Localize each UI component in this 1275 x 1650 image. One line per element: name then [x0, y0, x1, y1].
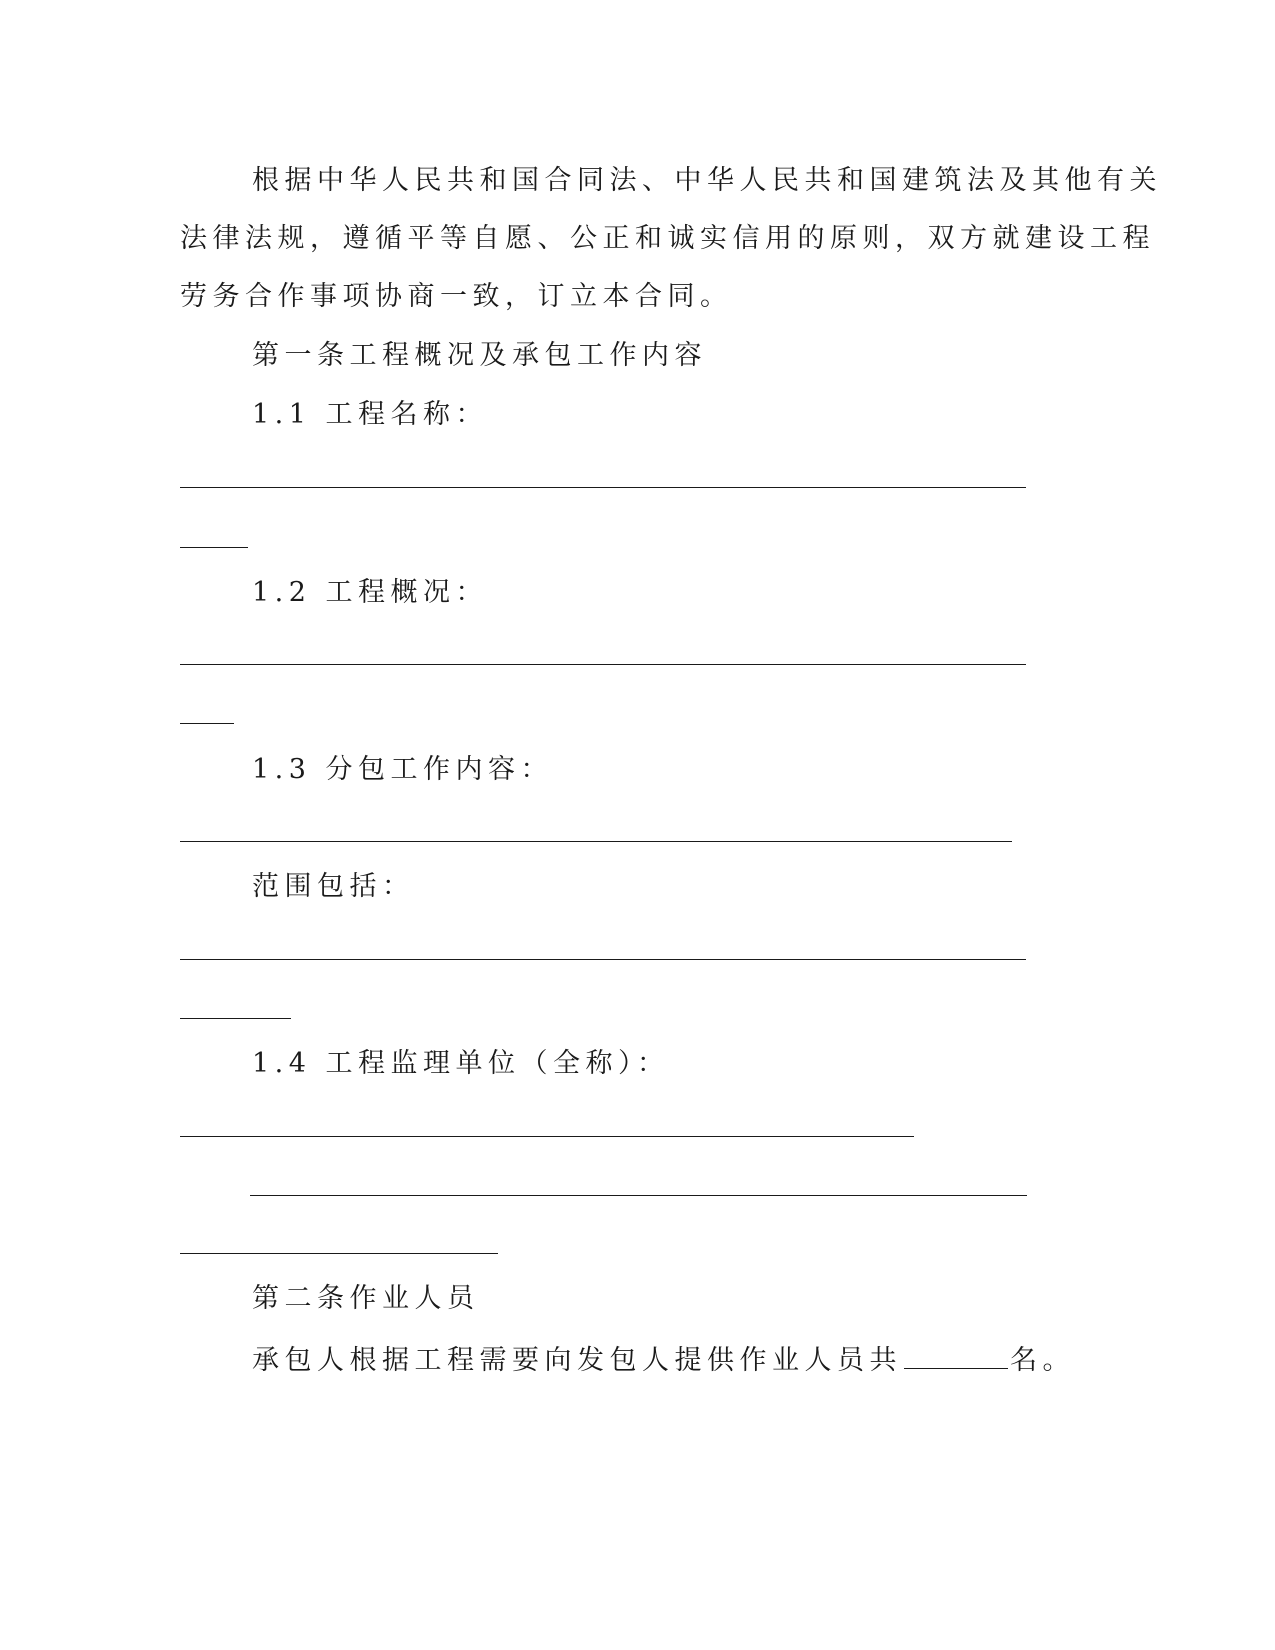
subcontract-work-label: 1.3 分包工作内容：	[252, 754, 554, 785]
scope-blank-line	[180, 959, 1026, 960]
scope-label: 范围包括：	[252, 871, 415, 902]
project-name-label: 1.1 工程名称：	[252, 399, 489, 430]
intro-line-2: 法律法规，遵循平等自愿、公正和诚实信用的原则，双方就建设工程	[180, 223, 1155, 254]
project-overview-blank-line	[180, 664, 1026, 665]
supervision-unit-blank-line	[180, 1136, 914, 1137]
scope-blank-line-cont	[180, 1018, 291, 1019]
personnel-sentence	[252, 1344, 1075, 1374]
project-overview-blank-line-cont	[180, 723, 234, 724]
personnel-text-after: 名。	[1010, 1345, 1075, 1376]
intro-line-1: 根据中华人民共和国合同法、中华人民共和国建筑法及其他有关	[252, 165, 1162, 196]
project-overview-label: 1.2 工程概况：	[252, 577, 489, 608]
project-name-blank-line-cont	[180, 547, 248, 548]
article-2-title: 第二条作业人员	[252, 1283, 480, 1314]
subcontract-work-blank-line	[180, 841, 1012, 842]
personnel-text-before: 承包人根据工程需要向发包人提供作业人员共	[252, 1345, 902, 1376]
supervision-unit-label: 1.4 工程监理单位（全称）：	[252, 1048, 670, 1079]
supervision-unit-blank-line-3	[180, 1253, 498, 1254]
project-name-blank-line	[180, 487, 1026, 488]
intro-line-3: 劳务合作事项协商一致，订立本合同。	[180, 281, 733, 312]
article-1-title: 第一条工程概况及承包工作内容	[252, 340, 707, 371]
supervision-unit-blank-line-2	[250, 1195, 1027, 1196]
personnel-count-blank	[904, 1344, 1008, 1369]
